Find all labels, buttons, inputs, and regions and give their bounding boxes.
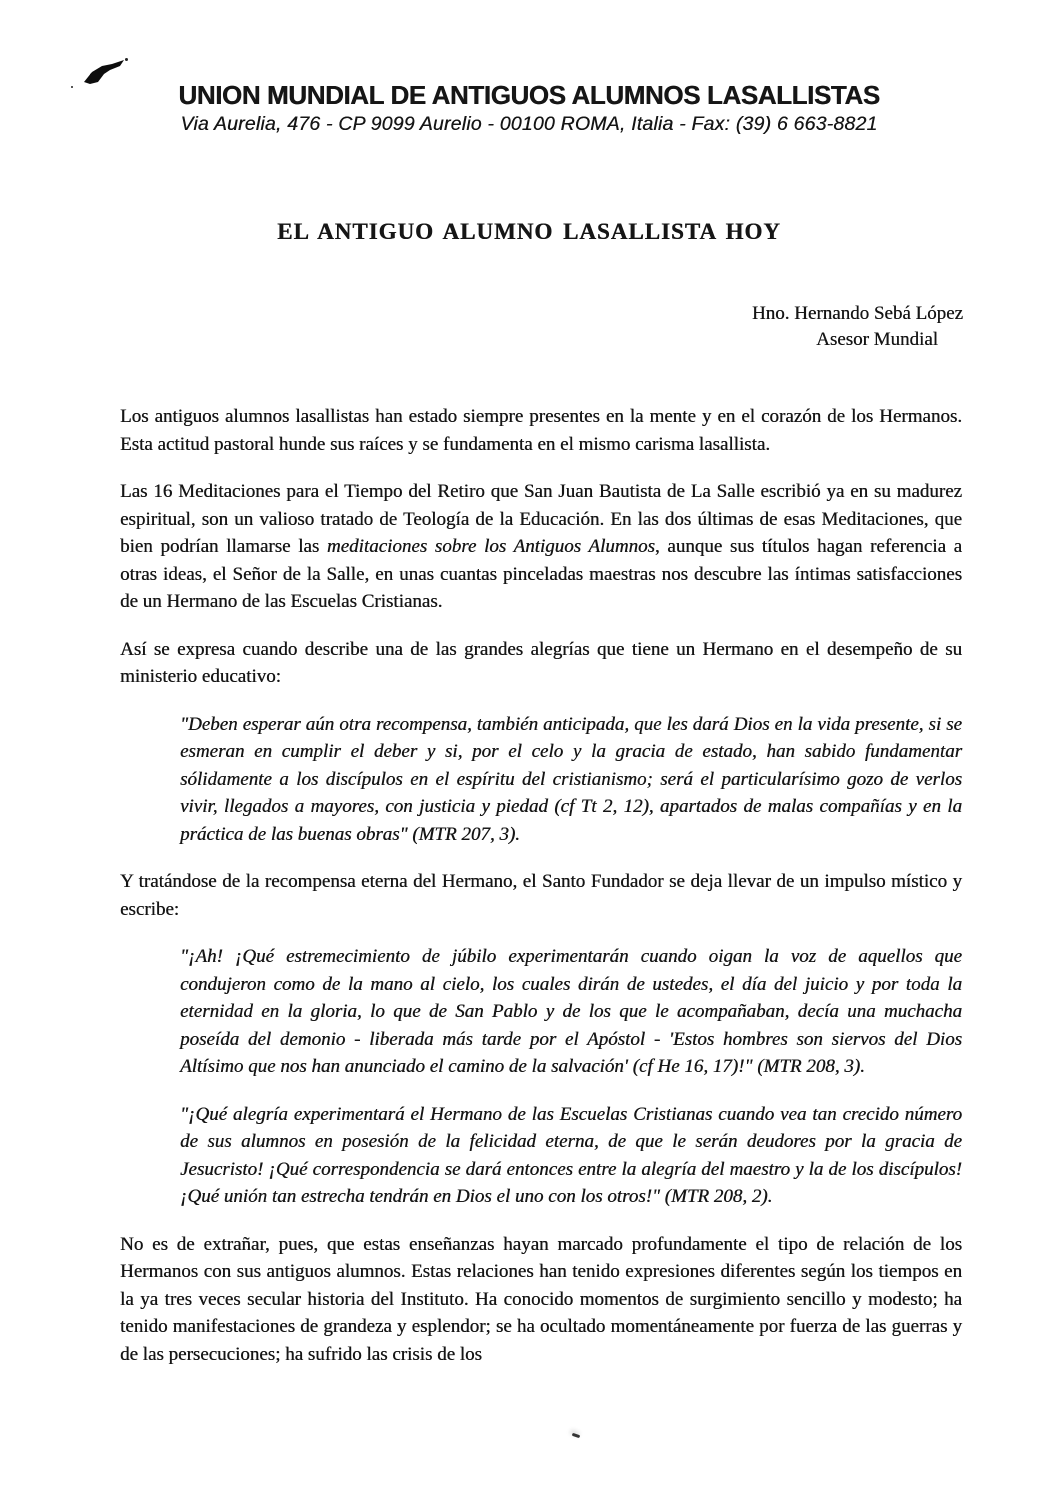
paragraph-meditaciones	[120, 478, 962, 616]
author-block	[0, 301, 963, 353]
organization-address: Via Aurelia, 476 - CP 9099 Aurelio - 00100 ROMA, Italia - Fax: (39) 6 663-8821	[180, 113, 878, 135]
letterhead	[0, 80, 1058, 137]
paragraph-impulso: Y tratándose de la recompensa eterna del Hermano, el Santo Fundador se deja llevar de un impulso místico y escribe:	[120, 871, 962, 920]
organization-name: UNION MUNDIAL DE ANTIGUOS ALUMNOS LASALLISTAS	[178, 80, 880, 110]
scan-speck	[71, 86, 73, 88]
italic-phrase: meditaciones sobre los Antiguos Alumnos	[326, 536, 655, 557]
paragraph-ministerio: Así se expresa cuando describe una de las grandes alegrías que tiene un Hermano en el desempeño de su ministerio educativo:	[120, 638, 962, 687]
ink-smudge-mark	[76, 56, 128, 90]
author-name: Hno. Hernando Sebá López	[751, 303, 963, 324]
paragraph-segment: , aunque sus títulos hagan referencia a otras ideas, el Señor de la Salle, en unas cuantas pinceladas maestras nos descubre las íntimas satisfacciones de un Hermano de las Escuelas Cristianas.	[120, 536, 963, 612]
author-role: Asesor Mundial	[816, 329, 938, 350]
paragraph-intro: Los antiguos alumnos lasallistas han estado siempre presentes en la mente y en el corazón de los Hermanos. Esta actitud pastoral hunde sus raíces y se fundamenta en el mismo carisma lasallista.	[120, 406, 962, 455]
quote-mtr-208-3: "¡Ah! ¡Qué estremecimiento de júbilo experimentarán cuando oigan la voz de aquellos que condujeron como de la mano al cielo, los cuales dirán de ustedes, el día del juicio y por toda la eternidad en la gloria, lo que de San Pablo y de los que le acompañaban, decía una muchacha poseída del demonio - liberada más tarde por el Apóstol - 'Estos hombres son siervos del Dios Altísimo que nos han anunciado el camino de la salvación' (cf He 16, 17)!" (MTR 208, 3).	[180, 946, 962, 1077]
quote-mtr-208-2: "¡Qué alegría experimentará el Hermano de las Escuelas Cristianas cuando vea tan crecido número de sus alumnos en posesión de la felicidad eterna, de que le serán deudores por la gracia de Jesucristo! ¡Qué correspondencia se dará entonces entre la alegría del maestro y la de los discípulos! ¡Qué unión tan estrecha tendrán en Dios el uno con los otros!" (MTR 208, 2).	[180, 1103, 962, 1207]
document-title: EL ANTIGUO ALUMNO LASALLISTA HOY	[277, 219, 781, 244]
scan-speck	[125, 58, 128, 61]
document-body	[120, 403, 962, 1368]
paragraph-final: No es de extrañar, pues, que estas enseñanzas hayan marcado profundamente el tipo de relación de los Hermanos con sus antiguos alumnos. Estas relaciones han tenido expresiones diferentes según los tiempos en la ya tres veces secular historia del Instituto. Ha conocido momentos de surgimiento sencillo y modesto; ha tenido manifestaciones de grandeza y esplendor; se ha ocultado momentáneamente por fuerza de las guerras y de las persecuciones; ha sufrido las crisis de los	[120, 1233, 962, 1365]
quote-mtr-207-3: "Deben esperar aún otra recompensa, también anticipada, que les dará Dios en la vida presente, si se esmeran en cumplir el deber y si, por el celo y la gracia de estado, han sabido fundamentar sólidamente a los discípulos en el espíritu del cristianismo; será el particularísimo gozo de verlos vivir, llegados a mayores, con justicia y piedad (cf Tt 2, 12), apartados de malas compañías y en la práctica de las buenas obras" (MTR 207, 3).	[180, 713, 962, 845]
scan-smudge	[572, 1433, 581, 1438]
paragraph-segment: Las 16 Meditaciones para el Tiempo del Retiro que San Juan Bautista de La Salle escribió ya en su madurez espiritual, son un valioso tratado de Teología de la Educación. En las dos últimas de esas Meditaciones, que bien podrían llamarse las	[120, 481, 962, 557]
